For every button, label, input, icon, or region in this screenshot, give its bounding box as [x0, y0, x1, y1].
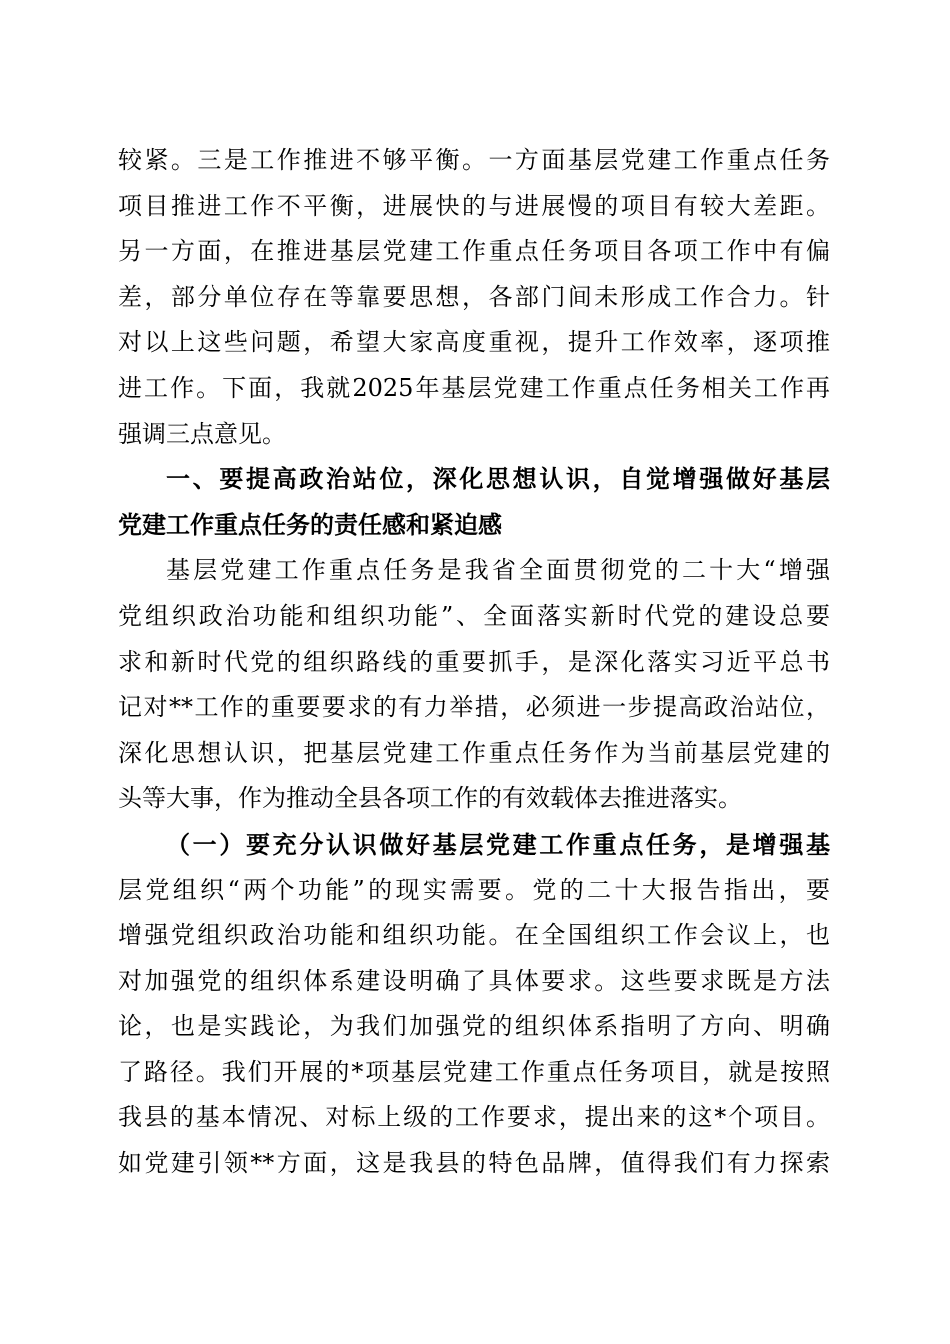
- text-line: 基层党建工作重点任务是我省全面贯彻党的二十大“增强: [166, 556, 830, 585]
- text-line: （一）要充分认识做好基层党建工作重点任务，是增强基: [166, 829, 830, 859]
- text-line: 如党建引领**方面，这是我县的特色品牌，值得我们有力探索: [118, 1149, 830, 1178]
- paragraph-section-1: [118, 548, 830, 822]
- heading-line: 党建工作重点任务的责任感和紧迫感: [118, 510, 502, 539]
- text-line: 另一方面，在推进基层党建工作重点任务项目各项工作中有偏: [118, 237, 830, 266]
- section-heading-1: [118, 457, 830, 548]
- text-line: 论，也是实践论，为我们加强党的组织体系指明了方向、明确: [118, 1012, 830, 1041]
- paragraph-intro: [118, 138, 830, 457]
- text-line: 差，部分单位存在等靠要思想，各部门间未形成工作合力。针: [118, 282, 830, 311]
- text-line: 深化思想认识，把基层党建工作重点任务作为当前基层党建的: [118, 738, 830, 767]
- text-line: 求和新时代党的组织路线的重要抓手，是深化落实习近平总书: [118, 647, 830, 676]
- text-line: 我县的基本情况、对标上级的工作要求，提出来的这*个项目。: [118, 1103, 830, 1132]
- text-line: 项目推进工作不平衡，进展快的与进展慢的项目有较大差距。: [118, 191, 830, 220]
- text-line: 了路径。我们开展的*项基层党建工作重点任务项目，就是按照: [118, 1057, 830, 1086]
- text-line: 对以上这些问题，希望大家高度重视，提升工作效率，逐项推: [118, 328, 830, 357]
- heading-line: 一、要提高政治站位，深化思想认识，自觉增强做好基层: [166, 465, 830, 494]
- text-line: 层党组织“两个功能”的现实需要。党的二十大报告指出，要: [118, 875, 830, 904]
- text-line: 对加强党的组织体系建设明确了具体要求。这些要求既是方法: [118, 966, 830, 995]
- text-line: 党组织政治功能和组织功能”、全面落实新时代党的建设总要: [118, 601, 830, 630]
- text-line: 增强党组织政治功能和组织功能。在全国组织工作会议上，也: [118, 921, 830, 950]
- text-line: 较紧。三是工作推进不够平衡。一方面基层党建工作重点任务: [118, 146, 830, 174]
- document-body: [118, 138, 830, 1187]
- paragraph-subsection-1: [118, 822, 830, 1187]
- text-line: 进工作。下面，我就2025年基层党建工作重点任务相关工作再: [118, 373, 830, 402]
- text-line: 强调三点意见。: [118, 419, 286, 448]
- text-line: 记对**工作的重要要求的有力举措，必须进一步提高政治站位，: [118, 693, 830, 722]
- text-line: 头等大事，作为推动全县各项工作的有效载体去推进落实。: [118, 784, 742, 813]
